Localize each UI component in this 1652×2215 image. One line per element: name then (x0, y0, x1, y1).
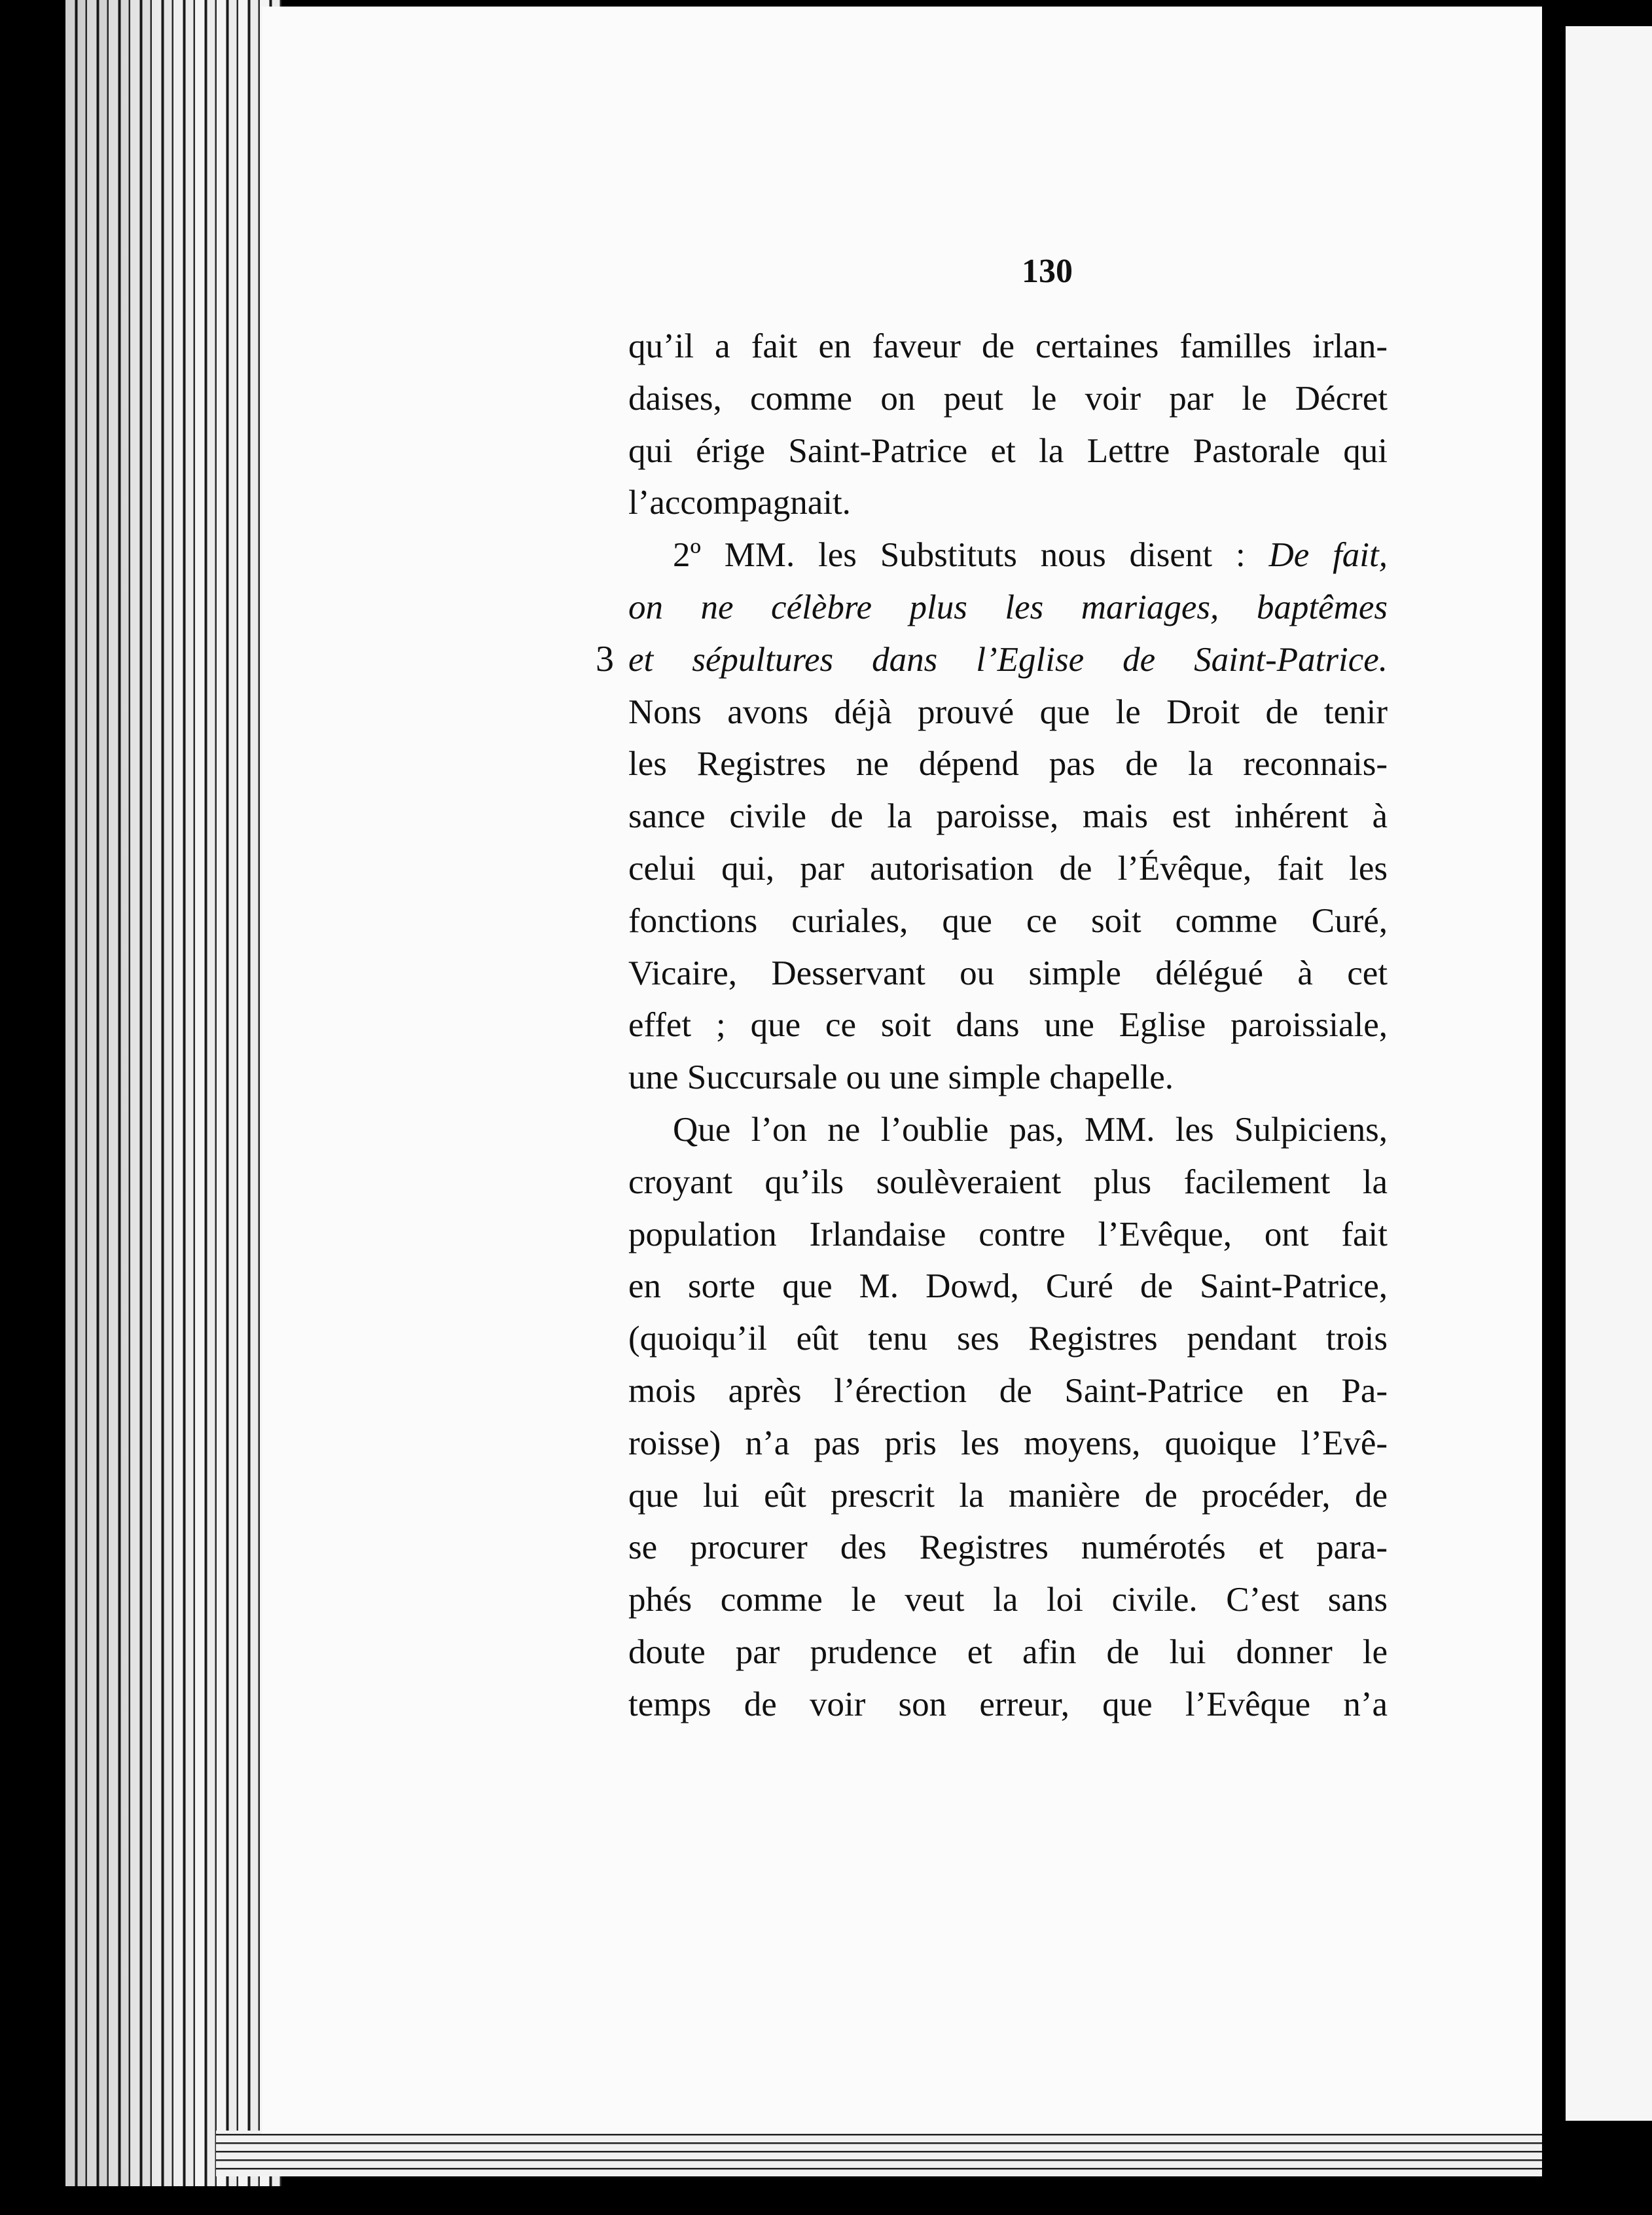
text-run: Vicaire, Desservant ou simple délégué à cet (628, 954, 1388, 992)
text-line (628, 373, 1388, 425)
text-line (628, 1470, 1388, 1522)
book-bottom-edge (216, 2131, 1558, 2176)
text-run: qui érige Saint-Patrice et la Lettre Pastorale qui (628, 431, 1388, 470)
facing-page-sliver (1566, 26, 1652, 2121)
text-line (628, 895, 1388, 948)
text-line (628, 1418, 1388, 1470)
italic-text: et sépultures dans l’Eglise de Saint-Patrice. (628, 640, 1388, 679)
page-number: 130 (1022, 253, 1073, 290)
text-run: population Irlandaise contre l’Evêque, ont fait (628, 1215, 1388, 1253)
text-run: Nons avons déjà prouvé que le Droit de tenir (628, 693, 1388, 731)
body-text (628, 321, 1388, 1731)
text-run: celui qui, par autorisation de l’Évêque, fait les (628, 849, 1388, 888)
text-line (628, 1157, 1388, 1209)
text-line (628, 321, 1388, 373)
text-run: croyant qu’ils soulèveraient plus facilement la (628, 1162, 1388, 1201)
text-run: sance civile de la paroisse, mais est inhérent à (628, 797, 1388, 836)
margin-note: 3 (596, 639, 614, 679)
text-line (628, 1052, 1388, 1104)
book-gutter (1542, 0, 1566, 2215)
book-page-edges (65, 0, 281, 2186)
text-run: les Registres ne dépend pas de la reconnais- (628, 745, 1388, 783)
text-run: doute par prudence et afin de lui donner le (628, 1632, 1388, 1671)
text-run: qu’il a fait en faveur de certaines familles irlan- (628, 327, 1388, 365)
text-line (628, 843, 1388, 895)
italic-text: on ne célèbre plus les mariages, baptêmes (628, 588, 1388, 626)
text-line (628, 1104, 1388, 1157)
text-line (628, 1679, 1388, 1731)
text-line (628, 1261, 1388, 1313)
text-run: Que l’on ne l’oublie pas, MM. les Sulpiciens, (673, 1110, 1388, 1149)
text-run: effet ; que ce soit dans une Eglise paroissiale, (628, 1006, 1388, 1045)
text-run: se procurer des Registres numérotés et para- (628, 1528, 1388, 1567)
text-line (628, 738, 1388, 791)
text-run: temps de voir son erreur, que l’Evêque n’a (628, 1685, 1388, 1723)
text-run: l’accompagnait. (628, 484, 851, 522)
text-run: 2º MM. les Substituts nous disent : (673, 536, 1269, 575)
text-line (628, 425, 1388, 478)
text-run: mois après l’érection de Saint-Patrice en Pa- (628, 1371, 1388, 1410)
text-run: daises, comme on peut le voir par le Décret (628, 379, 1388, 418)
text-line (628, 1574, 1388, 1627)
text-run: fonctions curiales, que ce soit comme Curé, (628, 901, 1388, 940)
text-run: roisse) n’a pas pris les moyens, quoique l’Evê- (628, 1424, 1388, 1462)
text-run: que lui eût prescrit la manière de procéder, de (628, 1476, 1388, 1515)
text-line (628, 1365, 1388, 1418)
text-line (628, 687, 1388, 739)
text-line (628, 1522, 1388, 1574)
text-run: phés comme le veut la loi civile. C’est sans (628, 1581, 1388, 1619)
text-line (628, 1209, 1388, 1261)
text-line (628, 634, 1388, 687)
text-line (628, 477, 1388, 530)
text-line (628, 791, 1388, 843)
text-run: une Succursale ou une simple chapelle. (628, 1058, 1174, 1097)
text-line (628, 1627, 1388, 1679)
text-line (628, 530, 1388, 582)
italic-text: De fait, (1268, 536, 1388, 575)
text-line (628, 999, 1388, 1052)
text-line (628, 948, 1388, 1000)
text-run: en sorte que M. Dowd, Curé de Saint-Patrice, (628, 1267, 1388, 1306)
text-line (628, 582, 1388, 634)
text-run: (quoiqu’il eût tenu ses Registres pendant trois (628, 1320, 1388, 1358)
text-line (628, 1313, 1388, 1365)
